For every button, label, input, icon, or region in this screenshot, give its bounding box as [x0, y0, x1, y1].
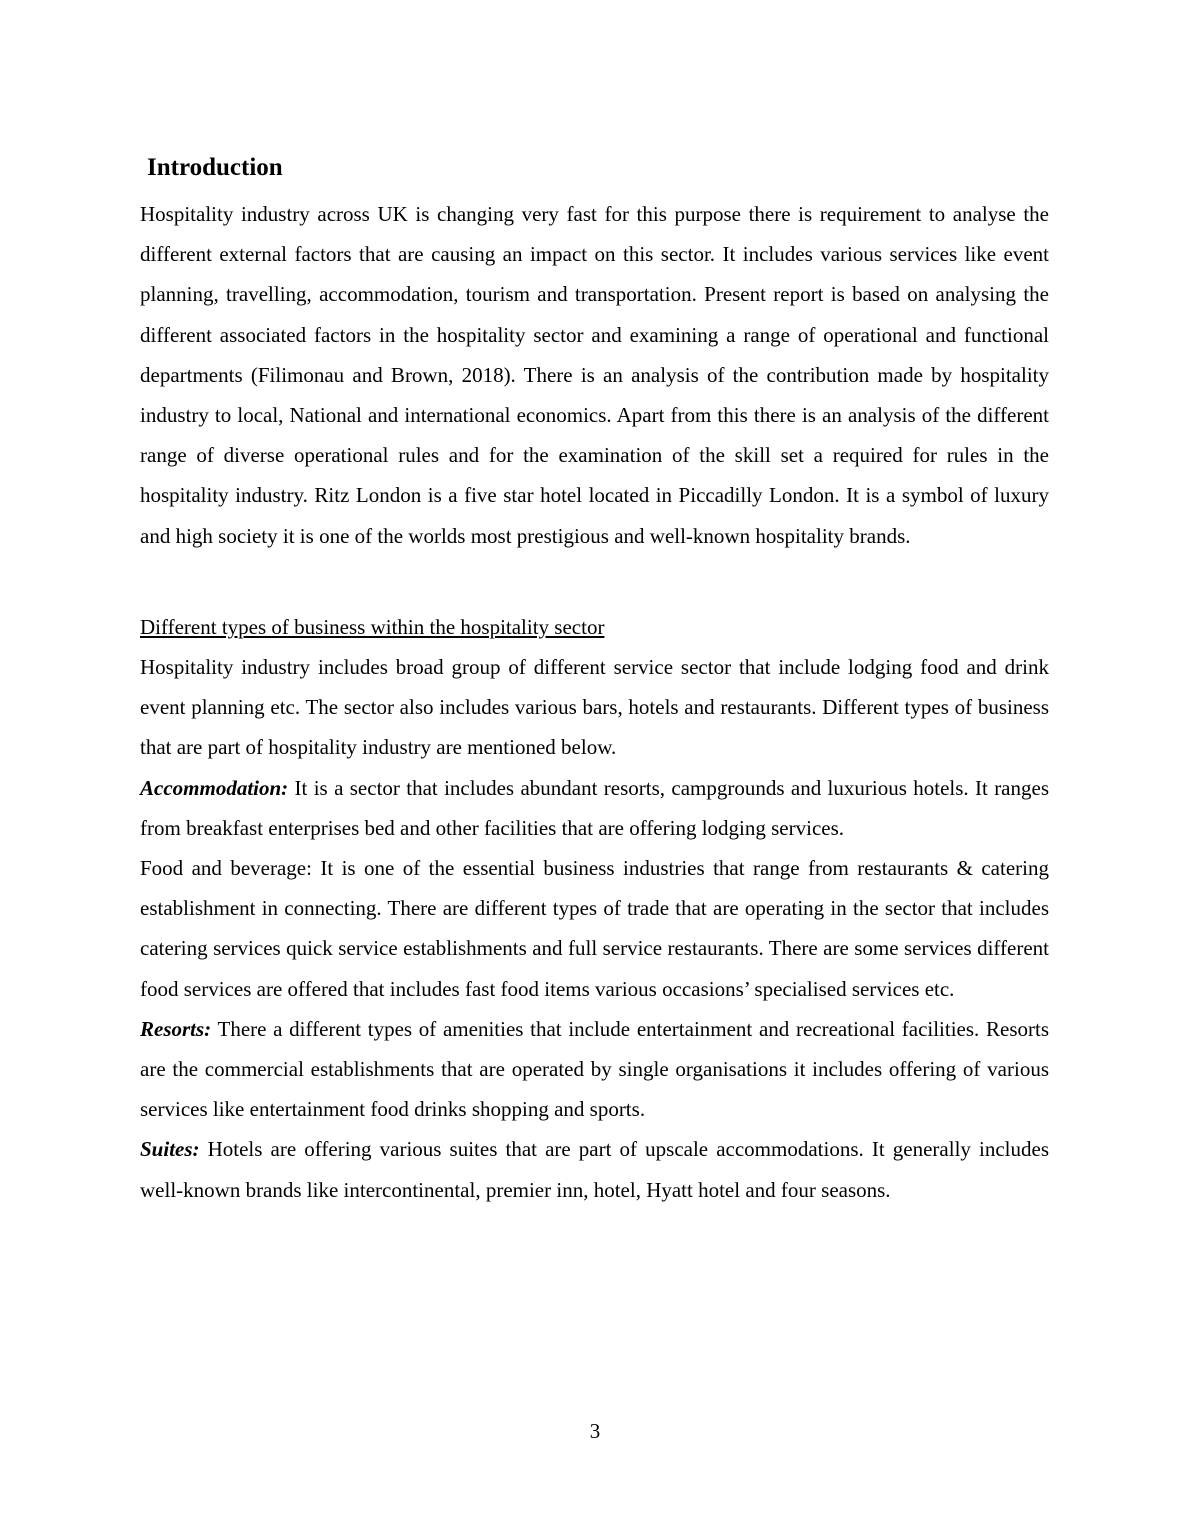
- resorts-term: Resorts:: [140, 1016, 212, 1041]
- business-types-intro-paragraph: Hospitality industry includes broad group of different service sector that include lodging food and drink event planning etc. The sector also includes various bars, hotels and restaurants. Different types of business that are part of hospitality industry are mentioned below.: [140, 655, 1049, 760]
- introduction-heading: Introduction: [147, 154, 283, 181]
- suites-text: Hotels are offering various suites that are part of upscale accommodations. It generally includes well-known brands like intercontinental, premier inn, hotel, Hyatt hotel and four seasons.: [140, 1137, 1049, 1202]
- accommodation-paragraph: [140, 768, 1049, 848]
- resorts-text: There a different types of amenities that include entertainment and recreational facilities. Resorts are the commercial establishments that are operated by single organisations it includes offering of various services like entertainment food drinks shopping and sports.: [140, 1016, 1049, 1122]
- page-number: 3: [589, 1419, 601, 1443]
- resorts-paragraph: [140, 1009, 1049, 1130]
- food-beverage-paragraph: Food and beverage: It is one of the essential business industries that range from restaurants & catering establishment in connecting. There are different types of trade that are operating in the sector that includes catering services quick service establishments and full service restaurants. There are some services different food services are offered that includes fast food items various occasions’ specialised services etc.: [140, 856, 1049, 1001]
- introduction-paragraph: Hospitality industry across UK is changing very fast for this purpose there is requirement to analyse the different external factors that are causing an impact on this sector. It includes various services like event planning, travelling, accommodation, tourism and transportation. Present report is based on analysing the different associated factors in the hospitality sector and examining a range of operational and functional departments (Filimonau and Brown, 2018). There is an analysis of the contribution made by hospitality industry to local, National and international economics. Apart from this there is an analysis of the different range of diverse operational rules and for the examination of the skill set a required for rules in the hospitality industry. Ritz London is a five star hotel located in Piccadilly London. It is a symbol of luxury and high society it is one of the worlds most prestigious and well-known hospitality brands.: [140, 202, 1049, 548]
- suites-paragraph: [140, 1129, 1049, 1209]
- page-content: [140, 150, 1049, 1210]
- accommodation-text: It is a sector that includes abundant resorts, campgrounds and luxurious hotels. It ranges from breakfast enterprises bed and other facilities that are offering lodging services.: [140, 775, 1049, 840]
- business-types-heading: Different types of business within the hospitality sector: [140, 614, 605, 639]
- suites-term: Suites:: [140, 1137, 200, 1162]
- section-spacer: [140, 556, 1049, 607]
- accommodation-term: Accommodation:: [140, 775, 289, 800]
